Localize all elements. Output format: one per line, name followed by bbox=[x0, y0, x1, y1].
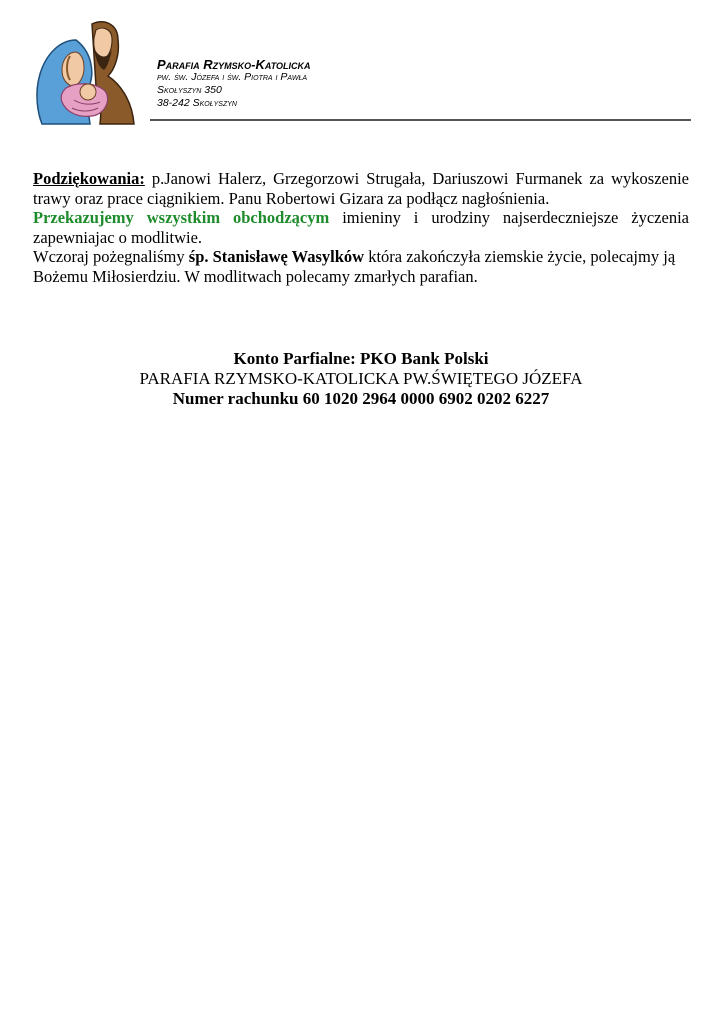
farewell-paragraph bbox=[33, 247, 689, 286]
parish-header bbox=[157, 58, 311, 110]
parish-patrons: pw. św. Józefa i św. Piotra i Pawła bbox=[157, 71, 308, 83]
header-divider bbox=[150, 119, 691, 121]
account-holder: PARAFIA RZYMSKO-KATOLICKA PW.ŚWIĘTEGO JÓZEFA bbox=[139, 369, 583, 388]
parish-address: Skołyszyn 350 bbox=[157, 84, 222, 96]
parish-postcode: 38-242 Skołyszyn bbox=[157, 97, 237, 109]
wishes-paragraph bbox=[33, 208, 689, 247]
holy-family-icon bbox=[30, 18, 148, 126]
account-number: Numer rachunku 60 1020 2964 0000 6902 0202 6227 bbox=[172, 389, 550, 408]
farewell-name: śp. Stanisławę Wasylków bbox=[188, 247, 365, 267]
wishes-lead: Przekazujemy wszystkim obchodzącym bbox=[33, 208, 330, 228]
parish-name: Parafia Rzymsko-Katolicka bbox=[157, 57, 311, 72]
farewell-pre: Wczoraj pożegnaliśmy bbox=[33, 247, 189, 267]
thanks-paragraph bbox=[33, 169, 689, 208]
farewell-post: która zakończyła ziemskie życie, polecajmy ją Bożemu Miłosierdziu. W modlitwach polecamy zmarłych parafian. bbox=[33, 247, 676, 286]
account-title: Konto Parfialne: PKO Bank Polski bbox=[233, 349, 489, 368]
bank-account-block bbox=[33, 349, 689, 409]
thanks-text: p.Janowi Halerz, Grzegorzowi Strugała, Dariuszowi Furmanek za wykoszenie trawy oraz prace ciągnikiem. Panu Robertowi Gizara za podłącz nagłośnienia. bbox=[33, 169, 689, 208]
wishes-text: imieniny i urodziny najserdeczniejsze życzenia zapewniajac o modlitwie. bbox=[33, 208, 689, 247]
thanks-lead: Podziękowania: bbox=[33, 169, 145, 188]
announcements bbox=[33, 169, 689, 287]
